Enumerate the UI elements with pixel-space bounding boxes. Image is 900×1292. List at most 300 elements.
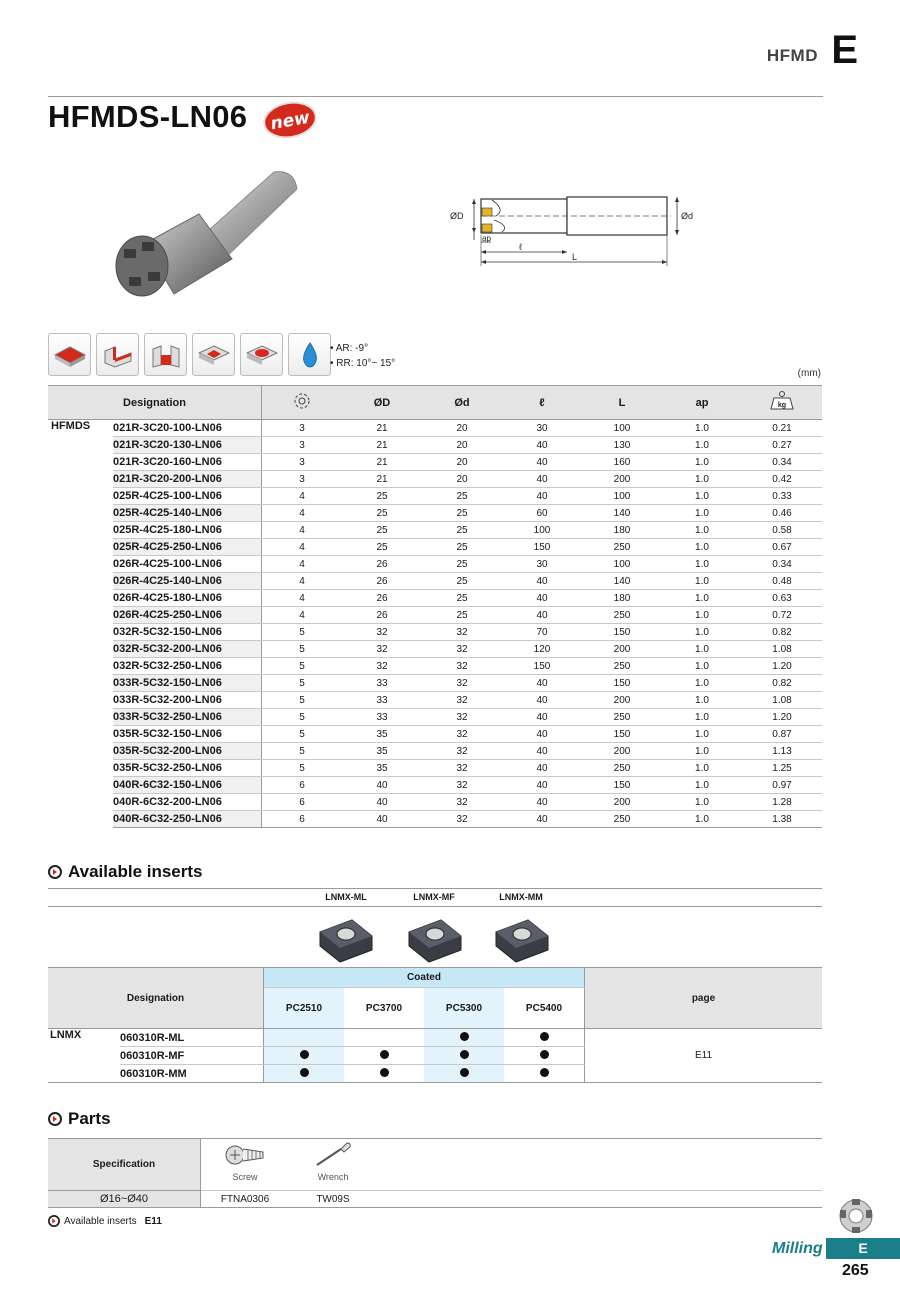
available-dot-icon [460, 1068, 469, 1077]
d-cell: 25 [422, 556, 502, 573]
designation-cell: 033R-5C32-150-LN06 [113, 675, 262, 692]
designation-cell: 025R-4C25-180-LN06 [113, 522, 262, 539]
od-header: ØD [342, 386, 422, 420]
ap-cell: 1.0 [662, 556, 742, 573]
table-row [48, 573, 822, 590]
insert-designation-cell: 060310R-ML [120, 1029, 264, 1047]
teeth-cell: 4 [262, 539, 343, 556]
teeth-cell: 5 [262, 709, 343, 726]
weight-cell: 0.63 [742, 590, 822, 607]
d-cell: 20 [422, 471, 502, 488]
L-cell: 100 [582, 556, 662, 573]
L-cell: 250 [582, 709, 662, 726]
teeth-cell: 4 [262, 556, 343, 573]
grade-availability-cell [264, 1065, 345, 1083]
d-header: Ød [422, 386, 502, 420]
d-cell: 32 [422, 658, 502, 675]
grade-availability-cell [264, 1029, 345, 1047]
svg-text:L: L [572, 252, 578, 262]
teeth-cell: 5 [262, 675, 343, 692]
section-arrow-icon [48, 1112, 62, 1126]
weight-cell: 1.38 [742, 811, 822, 828]
L-cell: 100 [582, 488, 662, 505]
category-label: Milling [772, 1240, 823, 1257]
ap-cell: 1.0 [662, 794, 742, 811]
L-cell: 200 [582, 471, 662, 488]
od-cell: 21 [342, 420, 422, 437]
weight-cell: 1.25 [742, 760, 822, 777]
section-arrow-icon [48, 865, 62, 879]
d-cell: 32 [422, 692, 502, 709]
od-cell: 26 [342, 607, 422, 624]
teeth-cell: 3 [262, 420, 343, 437]
d-cell: 32 [422, 641, 502, 658]
L-cell: 100 [582, 420, 662, 437]
L-cell: 150 [582, 726, 662, 743]
L-cell: 150 [582, 777, 662, 794]
designation-cell: 040R-6C32-250-LN06 [113, 811, 262, 828]
teeth-cell: 6 [262, 811, 343, 828]
inserts-divider-bottom [48, 906, 822, 907]
insert-designation-cell: 060310R-MM [120, 1065, 264, 1083]
designation-cell: 040R-6C32-150-LN06 [113, 777, 262, 794]
weight-cell: 0.72 [742, 607, 822, 624]
ap-cell: 1.0 [662, 624, 742, 641]
od-cell: 40 [342, 794, 422, 811]
designation-cell: 032R-5C32-250-LN06 [113, 658, 262, 675]
parts-empty-cell [377, 1139, 822, 1191]
weight-cell: 0.67 [742, 539, 822, 556]
l-cell: 100 [502, 522, 582, 539]
l-cell: 40 [502, 454, 582, 471]
od-cell: 25 [342, 505, 422, 522]
grade-pc5300: PC5300 [424, 988, 504, 1029]
dimension-drawing [446, 190, 706, 277]
d-cell: 20 [422, 420, 502, 437]
weight-cell: 0.46 [742, 505, 822, 522]
page-number: 265 [842, 1262, 869, 1279]
svg-text:kg: kg [777, 402, 787, 409]
new-badge [262, 100, 318, 145]
L-header: L [582, 386, 662, 420]
parts-title-text: Parts [68, 1109, 111, 1128]
teeth-cell: 6 [262, 794, 343, 811]
od-cell: 21 [342, 471, 422, 488]
teeth-cell: 3 [262, 437, 343, 454]
d-cell: 25 [422, 590, 502, 607]
note-page-ref[interactable]: E11 [144, 1215, 162, 1227]
designation-cell: 025R-4C25-250-LN06 [113, 539, 262, 556]
l-cell: 40 [502, 590, 582, 607]
od-cell: 35 [342, 760, 422, 777]
ramping-icon [192, 333, 235, 376]
table-row [48, 794, 822, 811]
weight-cell: 0.42 [742, 471, 822, 488]
table-row [48, 488, 822, 505]
l-cell: 40 [502, 794, 582, 811]
teeth-cell: 4 [262, 522, 343, 539]
d-cell: 32 [422, 675, 502, 692]
grade-availability-cell [424, 1047, 504, 1065]
od-cell: 25 [342, 522, 422, 539]
designation-cell: 035R-5C32-150-LN06 [113, 726, 262, 743]
teeth-cell: 5 [262, 692, 343, 709]
parts-section-title [48, 1109, 111, 1129]
teeth-count-icon [292, 392, 312, 410]
spec-value: Ø16~Ø40 [48, 1191, 201, 1208]
designation-cell: 026R-4C25-140-LN06 [113, 573, 262, 590]
tool-photo [104, 164, 304, 304]
teeth-cell: 5 [262, 743, 343, 760]
designation-cell: 026R-4C25-250-LN06 [113, 607, 262, 624]
available-dot-icon [380, 1068, 389, 1077]
ap-cell: 1.0 [662, 488, 742, 505]
teeth-cell: 5 [262, 658, 343, 675]
l-cell: 70 [502, 624, 582, 641]
L-cell: 250 [582, 658, 662, 675]
page-title: HFMDS-LN06 [48, 99, 248, 134]
d-cell: 32 [422, 624, 502, 641]
teeth-cell: 3 [262, 471, 343, 488]
rake-angles [330, 341, 395, 371]
table-row [48, 811, 822, 828]
designation-cell: 035R-5C32-200-LN06 [113, 743, 262, 760]
table-row [48, 777, 822, 794]
d-cell: 32 [422, 709, 502, 726]
insert-image-mm [490, 914, 554, 969]
table-row [48, 471, 822, 488]
designation-cell: 021R-3C20-130-LN06 [113, 437, 262, 454]
weight-cell: 0.27 [742, 437, 822, 454]
coolant-icon [288, 333, 331, 376]
operation-icons [48, 333, 331, 376]
weight-cell: 0.87 [742, 726, 822, 743]
unit-label: (mm) [797, 368, 821, 379]
L-cell: 180 [582, 522, 662, 539]
face-milling-icon [48, 333, 91, 376]
l-cell: 40 [502, 675, 582, 692]
designation-cell: 032R-5C32-200-LN06 [113, 641, 262, 658]
od-cell: 25 [342, 488, 422, 505]
cutter-thumbnail [838, 1196, 874, 1241]
wrench-icon [311, 1139, 355, 1171]
od-cell: 25 [342, 539, 422, 556]
grade-pc2510: PC2510 [264, 988, 345, 1029]
page-ref-cell[interactable]: E11 [585, 1029, 823, 1083]
header-divider [48, 96, 823, 97]
L-cell: 200 [582, 743, 662, 760]
grade-availability-cell [504, 1065, 585, 1083]
designation-cell: 025R-4C25-140-LN06 [113, 505, 262, 522]
table-row [48, 675, 822, 692]
inserts-title-text: Available inserts [68, 862, 203, 881]
od-cell: 26 [342, 556, 422, 573]
grade-pc3700: PC3700 [344, 988, 424, 1029]
insert-prefix: LNMX [48, 1029, 120, 1083]
axial-rake: • AR: -9° [330, 343, 369, 354]
d-cell: 20 [422, 454, 502, 471]
table-row [48, 743, 822, 760]
radial-rake: • RR: 10°~ 15° [330, 358, 396, 369]
table-row [48, 505, 822, 522]
teeth-count-header [262, 386, 343, 420]
teeth-cell: 5 [262, 726, 343, 743]
wrench-label: Wrench [317, 1172, 349, 1182]
table-row [48, 760, 822, 777]
ap-cell: 1.0 [662, 471, 742, 488]
designation-cell: 021R-3C20-100-LN06 [113, 420, 262, 437]
available-dot-icon [540, 1068, 549, 1077]
svg-text:new: new [269, 107, 312, 135]
grade-availability-cell [344, 1047, 424, 1065]
ap-cell: 1.0 [662, 811, 742, 828]
shoulder-milling-icon [96, 333, 139, 376]
weight-header [742, 386, 822, 420]
d-cell: 32 [422, 794, 502, 811]
teeth-cell: 4 [262, 573, 343, 590]
spec-header: Specification [48, 1139, 201, 1191]
weight-cell: 0.97 [742, 777, 822, 794]
coated-header: Coated [264, 968, 585, 988]
table-row [48, 709, 822, 726]
table-header-row [48, 386, 822, 420]
section-tab[interactable]: E [826, 1238, 900, 1259]
insert-name-ml: LNMX-ML [325, 892, 367, 902]
ap-cell: 1.0 [662, 505, 742, 522]
screw-label: Screw [232, 1172, 258, 1182]
teeth-cell: 4 [262, 488, 343, 505]
insert-image-ml [314, 914, 378, 969]
screw-value: FTNA0306 [201, 1191, 290, 1208]
l-cell: 40 [502, 471, 582, 488]
table-row [48, 624, 822, 641]
L-cell: 150 [582, 624, 662, 641]
d-cell: 25 [422, 573, 502, 590]
od-cell: 21 [342, 437, 422, 454]
weight-cell: 1.20 [742, 658, 822, 675]
grade-availability-cell [344, 1065, 424, 1083]
table-row [48, 420, 822, 437]
table-row [48, 522, 822, 539]
l-cell: 40 [502, 607, 582, 624]
L-cell: 130 [582, 437, 662, 454]
inserts-table [48, 967, 822, 1083]
d-cell: 25 [422, 522, 502, 539]
ap-cell: 1.0 [662, 658, 742, 675]
l-cell: 40 [502, 692, 582, 709]
weight-cell: 0.82 [742, 675, 822, 692]
insert-name-mm: LNMX-MM [499, 892, 543, 902]
ap-cell: 1.0 [662, 709, 742, 726]
ap-cell: 1.0 [662, 692, 742, 709]
grade-availability-cell [504, 1029, 585, 1047]
ap-cell: 1.0 [662, 675, 742, 692]
table-row [48, 454, 822, 471]
d-cell: 25 [422, 607, 502, 624]
l-cell: 40 [502, 726, 582, 743]
ap-cell: 1.0 [662, 437, 742, 454]
pocketing-icon [240, 333, 283, 376]
ap-cell: 1.0 [662, 607, 742, 624]
page-header: page [585, 968, 823, 1029]
d-cell: 32 [422, 777, 502, 794]
d-cell: 32 [422, 743, 502, 760]
grade-availability-cell [504, 1047, 585, 1065]
weight-cell: 0.82 [742, 624, 822, 641]
l-cell: 40 [502, 709, 582, 726]
grade-availability-cell [424, 1029, 504, 1047]
designation-cell: 021R-3C20-160-LN06 [113, 454, 262, 471]
od-cell: 32 [342, 641, 422, 658]
weight-cell: 1.13 [742, 743, 822, 760]
weight-cell: 1.20 [742, 709, 822, 726]
weight-cell: 1.08 [742, 641, 822, 658]
designation-cell: 026R-4C25-180-LN06 [113, 590, 262, 607]
ap-cell: 1.0 [662, 420, 742, 437]
l-cell: 150 [502, 658, 582, 675]
od-cell: 33 [342, 675, 422, 692]
section-code: HFMD [766, 46, 818, 65]
l-cell: 150 [502, 539, 582, 556]
grade-availability-cell [264, 1047, 345, 1065]
available-dot-icon [460, 1032, 469, 1041]
od-cell: 26 [342, 590, 422, 607]
section-letter: E [831, 28, 858, 72]
teeth-cell: 4 [262, 590, 343, 607]
L-cell: 200 [582, 794, 662, 811]
ap-cell: 1.0 [662, 539, 742, 556]
available-dot-icon [540, 1032, 549, 1041]
svg-text:ℓ: ℓ [519, 242, 522, 252]
insert-designation-cell: 060310R-MF [120, 1047, 264, 1065]
L-cell: 200 [582, 641, 662, 658]
ap-cell: 1.0 [662, 573, 742, 590]
ap-cell: 1.0 [662, 590, 742, 607]
od-cell: 40 [342, 811, 422, 828]
l-cell: 30 [502, 420, 582, 437]
l-cell: 40 [502, 811, 582, 828]
L-cell: 160 [582, 454, 662, 471]
inserts-divider-top [48, 888, 822, 889]
od-cell: 32 [342, 624, 422, 641]
od-cell: 32 [342, 658, 422, 675]
wrench-value: TW09S [289, 1191, 377, 1208]
l-cell: 40 [502, 437, 582, 454]
parts-table [48, 1138, 822, 1208]
weight-cell: 0.48 [742, 573, 822, 590]
ap-cell: 1.0 [662, 743, 742, 760]
designation-cell: 025R-4C25-100-LN06 [113, 488, 262, 505]
tool-spec-table [48, 385, 822, 828]
weight-cell: 0.58 [742, 522, 822, 539]
l-cell: 60 [502, 505, 582, 522]
od-cell: 26 [342, 573, 422, 590]
d-cell: 25 [422, 488, 502, 505]
available-dot-icon [460, 1050, 469, 1059]
weight-cell: 0.33 [742, 488, 822, 505]
od-cell: 35 [342, 743, 422, 760]
slotting-icon [144, 333, 187, 376]
designation-cell: 033R-5C32-200-LN06 [113, 692, 262, 709]
available-dot-icon [300, 1050, 309, 1059]
weight-cell: 1.08 [742, 692, 822, 709]
inserts-section-title [48, 862, 203, 882]
table-row [48, 641, 822, 658]
wrench-cell [289, 1139, 377, 1191]
grade-availability-cell [344, 1029, 424, 1047]
ap-cell: 1.0 [662, 454, 742, 471]
L-cell: 250 [582, 760, 662, 777]
available-dot-icon [300, 1068, 309, 1077]
ap-header: ap [662, 386, 742, 420]
l-cell: 120 [502, 641, 582, 658]
l-cell: 40 [502, 777, 582, 794]
screw-cell [201, 1139, 290, 1191]
l-cell: 30 [502, 556, 582, 573]
designation-cell: 040R-6C32-200-LN06 [113, 794, 262, 811]
weight-cell: 0.21 [742, 420, 822, 437]
note-text: Available inserts [64, 1215, 137, 1227]
L-cell: 140 [582, 573, 662, 590]
l-cell: 40 [502, 743, 582, 760]
L-cell: 180 [582, 590, 662, 607]
reference-arrow-icon [48, 1215, 60, 1227]
table-row [48, 658, 822, 675]
teeth-cell: 5 [262, 641, 343, 658]
L-cell: 140 [582, 505, 662, 522]
teeth-cell: 5 [262, 760, 343, 777]
teeth-cell: 6 [262, 777, 343, 794]
ins-designation-header: Designation [48, 968, 264, 1029]
table-row [48, 590, 822, 607]
L-cell: 150 [582, 675, 662, 692]
table-row [48, 1029, 822, 1047]
l-header: ℓ [502, 386, 582, 420]
screw-icon [223, 1139, 267, 1171]
L-cell: 250 [582, 539, 662, 556]
inserts-reference-note[interactable] [48, 1215, 162, 1227]
teeth-cell: 4 [262, 505, 343, 522]
ap-cell: 1.0 [662, 726, 742, 743]
od-cell: 33 [342, 692, 422, 709]
table-row [48, 437, 822, 454]
l-cell: 40 [502, 488, 582, 505]
table-row [48, 556, 822, 573]
table-row [48, 692, 822, 709]
grade-availability-cell [424, 1065, 504, 1083]
available-dot-icon [540, 1050, 549, 1059]
ap-cell: 1.0 [662, 641, 742, 658]
L-cell: 250 [582, 811, 662, 828]
d-cell: 25 [422, 505, 502, 522]
parts-empty-cell [377, 1191, 822, 1208]
od-cell: 35 [342, 726, 422, 743]
weight-cell: 0.34 [742, 454, 822, 471]
od-cell: 40 [342, 777, 422, 794]
designation-header: Designation [48, 386, 262, 420]
table-row [48, 726, 822, 743]
table-row [48, 539, 822, 556]
svg-text:Ød: Ød [681, 211, 694, 221]
designation-cell: 026R-4C25-100-LN06 [113, 556, 262, 573]
d-cell: 32 [422, 760, 502, 777]
grade-pc5400: PC5400 [504, 988, 585, 1029]
weight-cell: 1.28 [742, 794, 822, 811]
d-cell: 20 [422, 437, 502, 454]
ap-cell: 1.0 [662, 777, 742, 794]
svg-text:ØD: ØD [450, 211, 464, 221]
od-cell: 33 [342, 709, 422, 726]
